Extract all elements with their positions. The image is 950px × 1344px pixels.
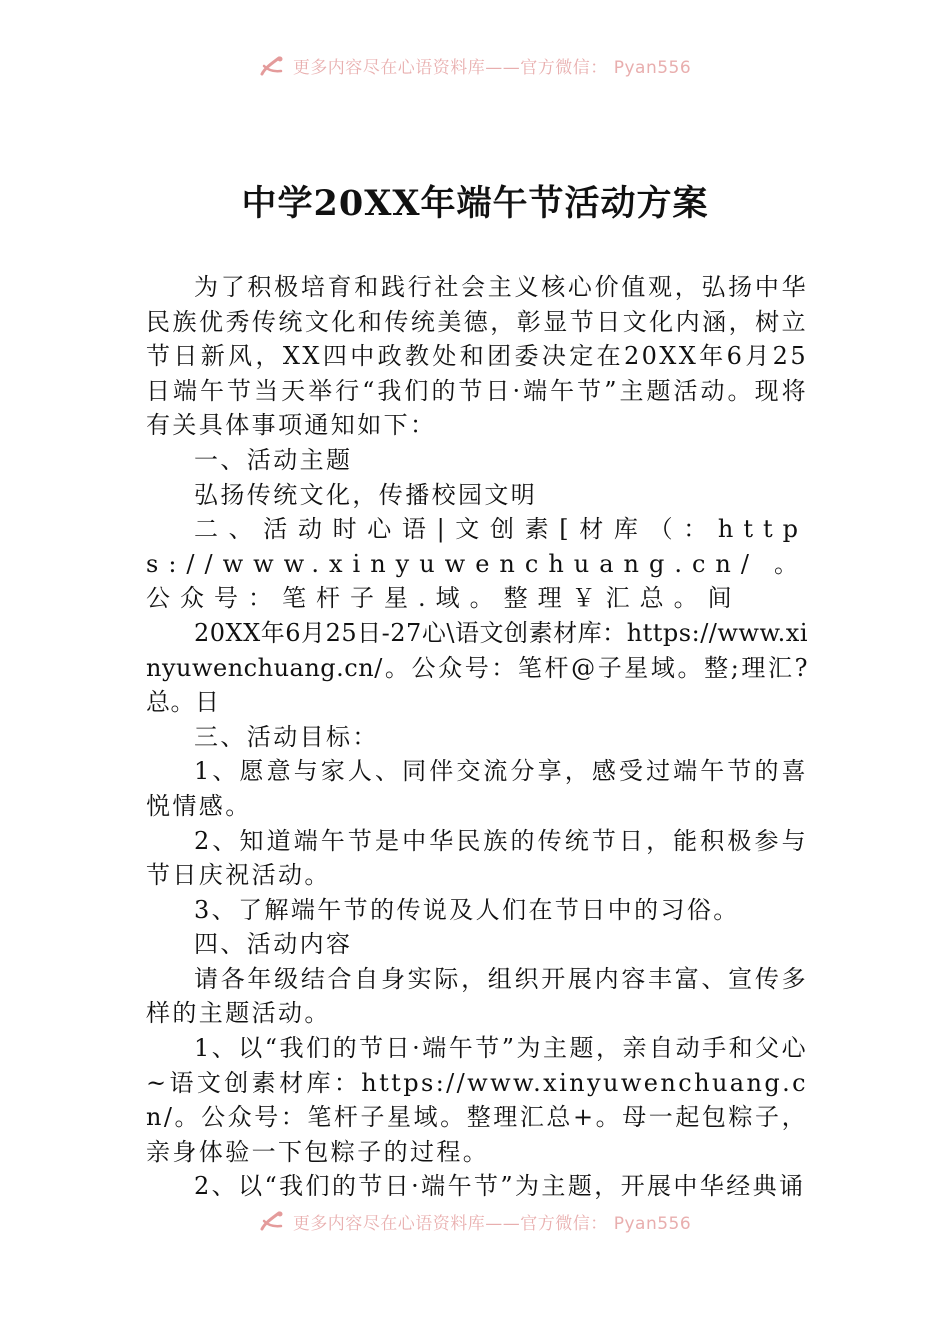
section-heading-time: 二、活动时心语|文创素[材库（：https://www.xinyuwenchuang.cn/。公众号：笔杆子星.域。整理￥汇总。间 (146, 515, 808, 613)
watermark-text: 更多内容尽在心语资料库——官方微信： Pyan556 (292, 1213, 692, 1234)
goal-item: 1、愿意与家人、同伴交流分享，感受过端午节的喜悦情感。 (146, 757, 808, 820)
document-body (146, 270, 808, 1204)
section-heading-content: 四、活动内容 (194, 930, 353, 959)
paragraph-theme: 弘扬传统文化，传播校园文明 (194, 480, 538, 509)
section-heading-goals: 三、活动目标： (194, 722, 379, 751)
pen-logo-icon (259, 1209, 285, 1233)
content-item: 1、以“我们的节日·端午节”为主题，亲自动手和父心~语文创素材库：https://www.xinyuwenchuang.cn/。公众号：笔杆子星域。整理汇总+。母一起包粽子，亲身体验一下包粽子的过程。 (146, 1034, 808, 1166)
pen-logo-icon (259, 54, 285, 78)
section-heading-theme: 一、活动主题 (194, 445, 353, 474)
paragraph-intro: 为了积极培育和践行社会主义核心价值观，弘扬中华民族优秀传统文化和传统美德，彰显节日文化内涵，树立节日新风，XX四中政教处和团委决定在20XX年6月25日端午节当天举行“我们的节日·端午节”主题活动。现将有关具体事项通知如下： (146, 273, 808, 440)
content-item: 2、以“我们的节日·端午节”为主题，开展中华经典诵 (194, 1172, 806, 1201)
watermark-text: 更多内容尽在心语资料库——官方微信： Pyan556 (292, 58, 692, 78)
watermark-header (0, 54, 950, 78)
document-title: 中学20XX年端午节活动方案 (241, 183, 709, 224)
goal-item: 3、了解端午节的传说及人们在节日中的习俗。 (194, 895, 740, 924)
goal-item: 2、知道端午节是中华民族的传统节日，能积极参与节日庆祝活动。 (146, 826, 808, 890)
paragraph-time: 20XX年6月25日-27心\语文创素材库：https://www.xinyuwenchuang.cn/。公众号：笔杆@子星域。整;理汇?总。日 (146, 618, 808, 717)
paragraph-content-intro: 请各年级结合自身实际，组织开展内容丰富、宣传多样的主题活动。 (146, 964, 808, 1028)
watermark-footer (0, 1206, 950, 1236)
